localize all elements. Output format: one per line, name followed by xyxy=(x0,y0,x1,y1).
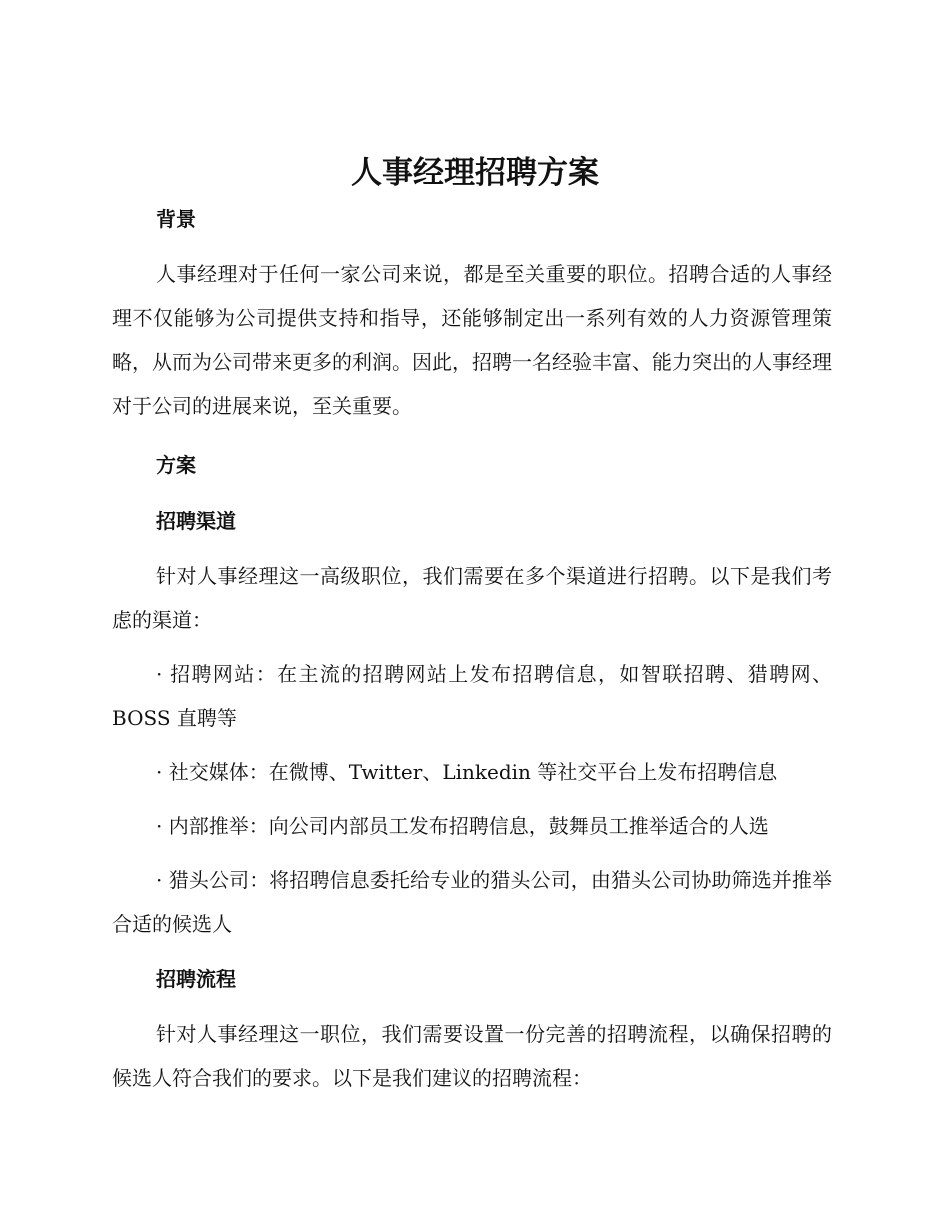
paragraph-channels-intro: 针对人事经理这一高级职位，我们需要在多个渠道进行招聘。以下是我们考虑的渠道： xyxy=(112,564,832,632)
heading-channels: 招聘渠道 xyxy=(156,509,236,533)
list-item-channel: · 内部推举：向公司内部员工发布招聘信息，鼓舞员工推举适合的人选 xyxy=(156,814,769,838)
heading-background: 背景 xyxy=(156,207,196,231)
heading-plan: 方案 xyxy=(156,453,196,477)
document-title: 人事经理招聘方案 xyxy=(351,155,599,191)
document-body xyxy=(112,196,832,1100)
paragraph-process-intro: 针对人事经理这一职位，我们需要设置一份完善的招聘流程，以确保招聘的候选人符合我们的要求。以下是我们建议的招聘流程： xyxy=(112,1022,832,1090)
list-item-channel: · 猎头公司：将招聘信息委托给专业的猎头公司，由猎头公司协助筛选并推举合适的候选人 xyxy=(112,868,832,936)
list-item-channel: · 社交媒体：在微博、Twitter、Linkedin 等社交平台上发布招聘信息 xyxy=(156,760,778,784)
paragraph-background: 人事经理对于任何一家公司来说，都是至关重要的职位。招聘合适的人事经理不仅能够为公司提供支持和指导，还能够制定出一系列有效的人力资源管理策略，从而为公司带来更多的利润。因此，招聘一名经验丰富、能力突出的人事经理对于公司的进展来说，至关重要。 xyxy=(112,262,832,418)
heading-process: 招聘流程 xyxy=(156,967,236,991)
list-item-channel: · 招聘网站：在主流的招聘网站上发布招聘信息，如智联招聘、猎聘网、BOSS 直聘等 xyxy=(112,662,832,730)
